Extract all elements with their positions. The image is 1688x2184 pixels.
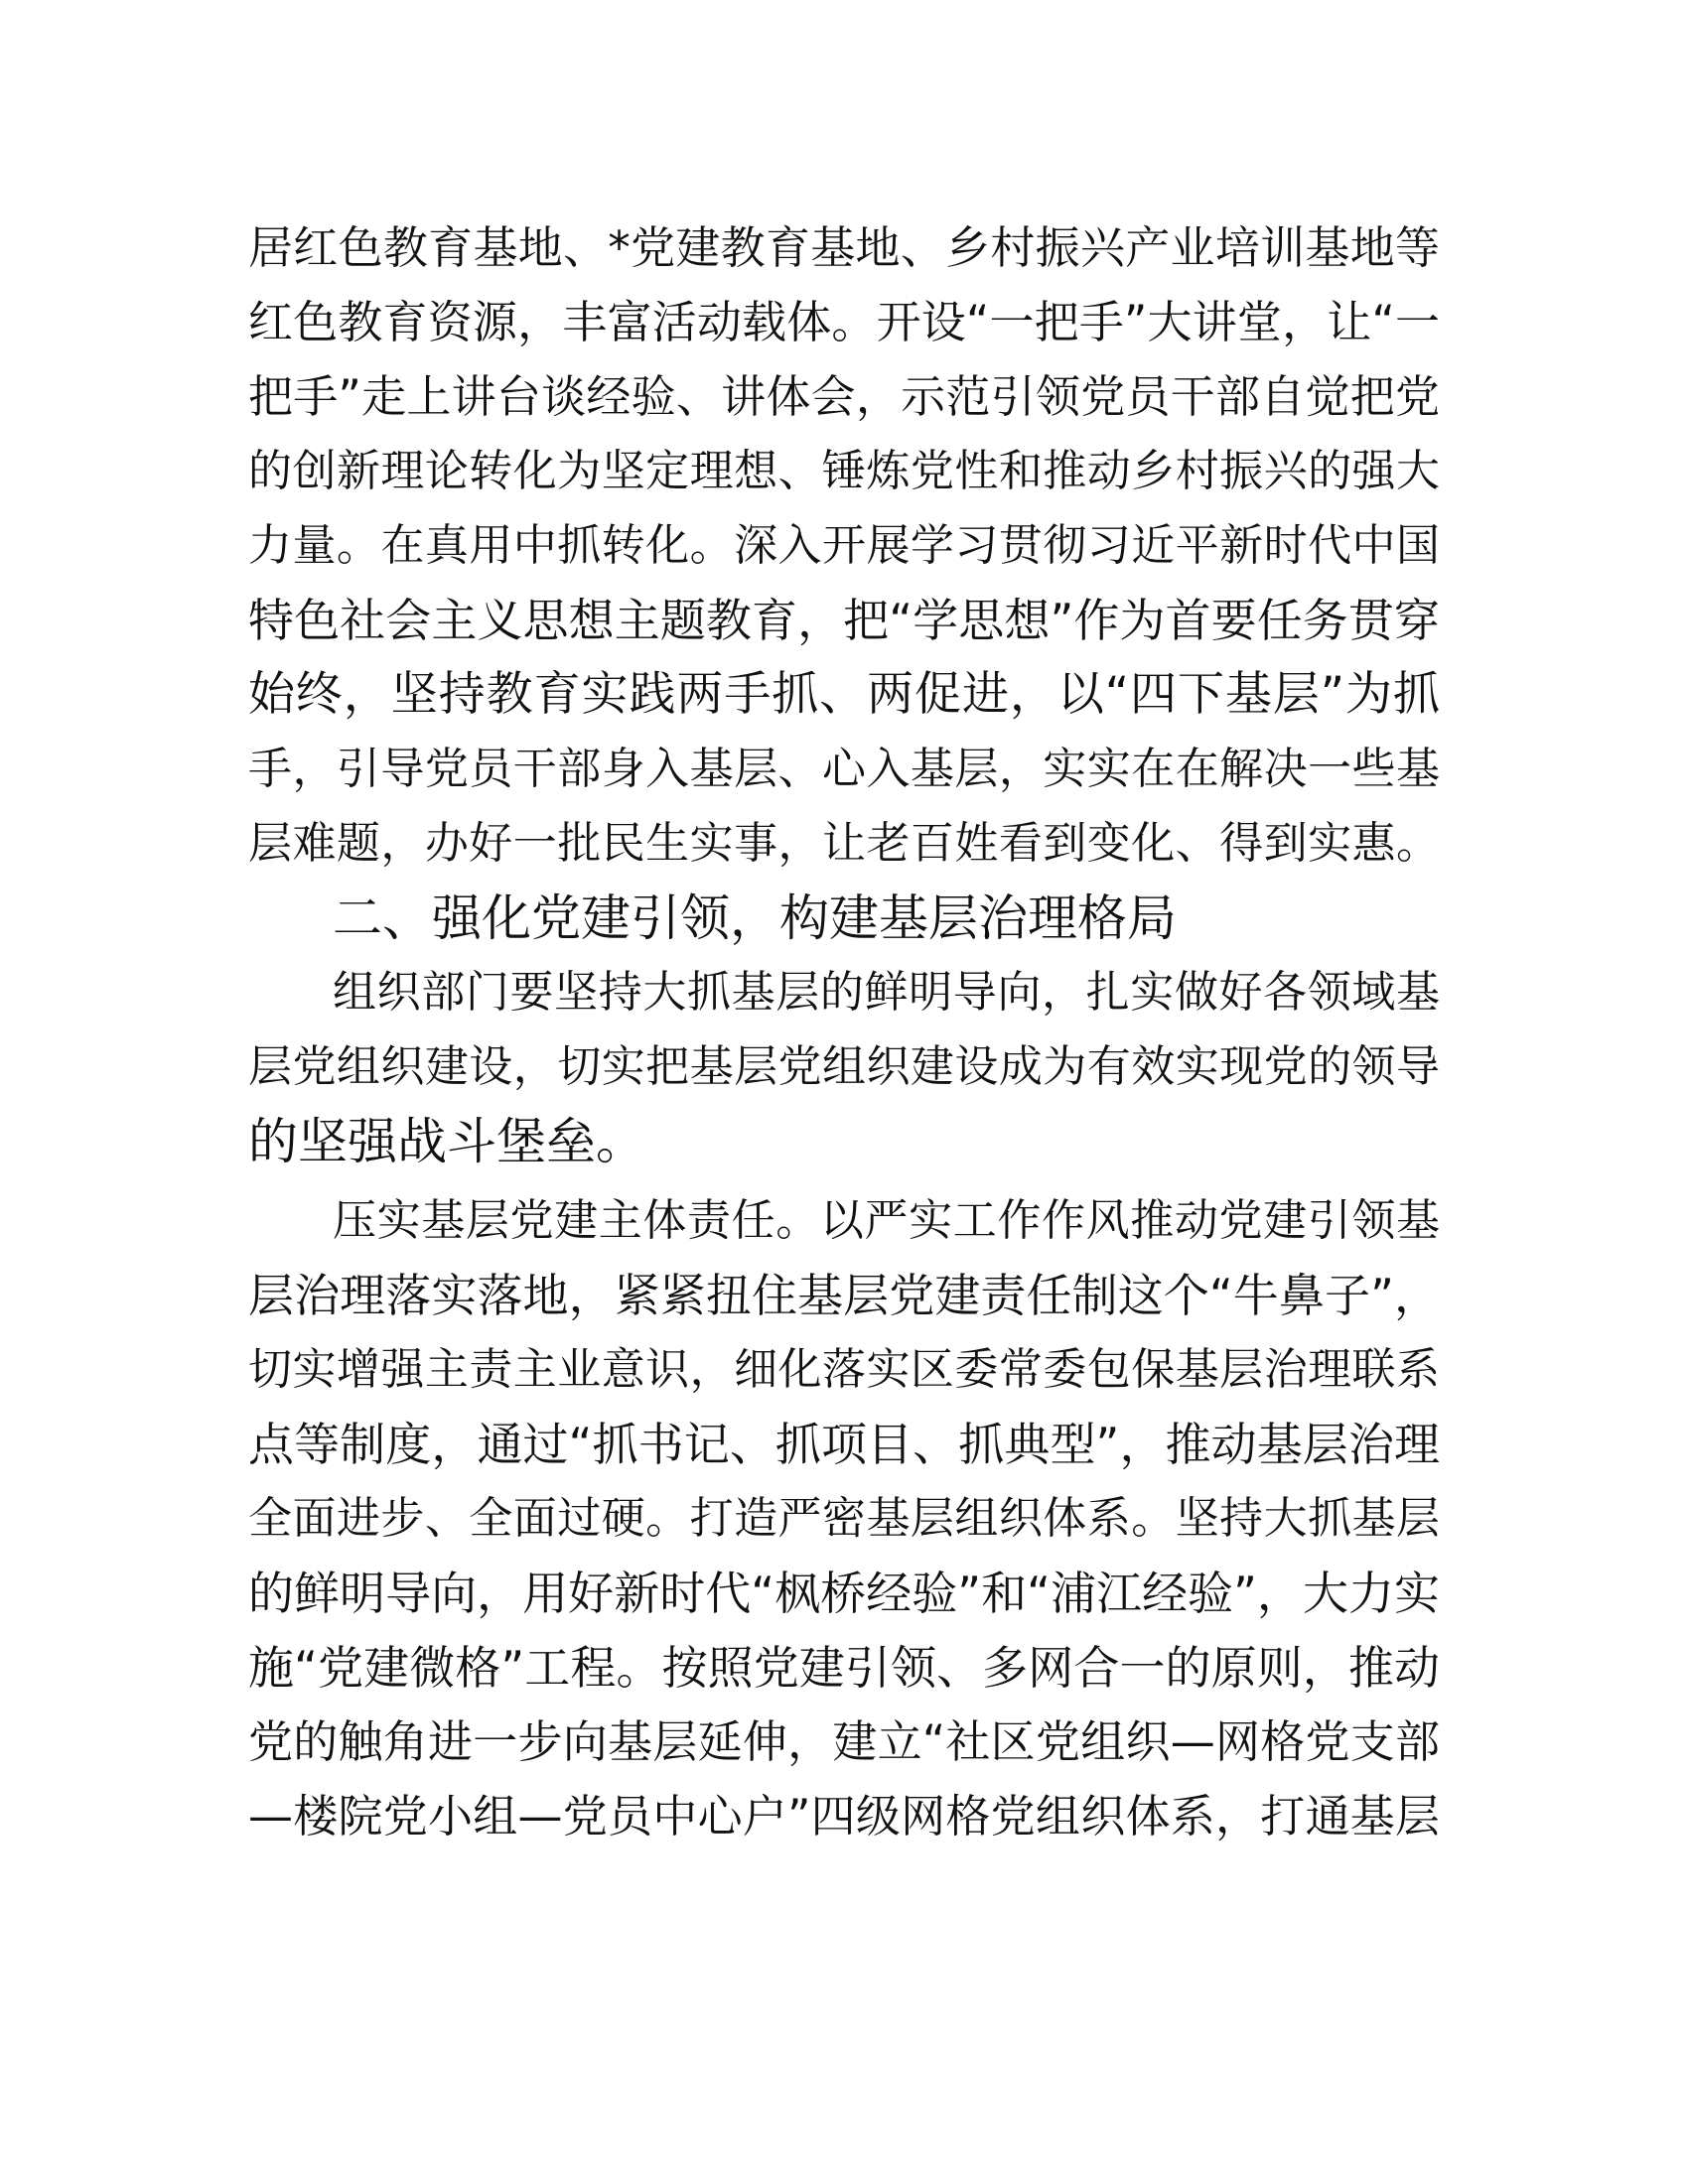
body-text-line: 的创新理论转化为坚定理想、锤炼党性和推动乡村振兴的强大: [248, 446, 1440, 496]
body-text-line: 力量。在真用中抓转化。深入开展学习贯彻习近平新时代中国: [248, 520, 1440, 571]
body-text-line: 党的触角进一步向基层延伸，建立“社区党组织—网格党支部: [248, 1715, 1440, 1768]
body-text-line: 层治理落实落地，紧紧扭住基层党建责任制这个“牛鼻子”，: [248, 1269, 1440, 1322]
body-text-line: 层难题，办好一批民生实事，让老百姓看到变化、得到实惠。: [248, 818, 1440, 869]
section-heading: 二、强化党建引领，构建基层治理格局: [333, 889, 1177, 947]
body-text-line: 施“党建微格”工程。按照党建引领、多网合一的原则，推动: [248, 1641, 1440, 1695]
body-text-line: 组织部门要坚持大抓基层的鲜明导向，扎实做好各领域基: [333, 967, 1440, 1018]
body-text-line: 的鲜明导向，用好新时代“枫桥经验”和“浦江经验”，大力实: [248, 1567, 1440, 1620]
body-text-line: 居红色教育基地、*党建教育基地、乡村振兴产业培训基地等: [248, 221, 1440, 274]
body-text-line: 特色社会主义思想主题教育，把“学思想”作为首要任务贯穿: [248, 594, 1440, 647]
body-text-line: 的坚强战斗堡垒。: [248, 1113, 645, 1170]
body-text-line: 压实基层党建主体责任。以严实工作作风推动党建引领基: [333, 1195, 1440, 1246]
body-text-line: 全面进步、全面过硬。打造严密基层组织体系。坚持大抓基层: [248, 1493, 1440, 1544]
body-text-line: 手，引导党员干部身入基层、心入基层，实实在在解决一些基: [248, 744, 1440, 794]
body-text-line: —楼院党小组—党员中心户”四级网格党组织体系，打通基层: [248, 1790, 1440, 1843]
body-text-line: 点等制度，通过“抓书记、抓项目、抓典型”，推动基层治理: [248, 1418, 1440, 1471]
body-text-line: 切实增强主责主业意识，细化落实区委常委包保基层治理联系: [248, 1344, 1440, 1395]
body-text-line: 把手”走上讲台谈经验、讲体会，示范引领党员干部自觉把党: [248, 370, 1440, 423]
body-text-line: 始终，坚持教育实践两手抓、两促进，以“四下基层”为抓: [248, 667, 1440, 722]
body-text-line: 红色教育资源，丰富活动载体。开设“一把手”大讲堂，让“一: [248, 296, 1440, 348]
body-text-line: 层党组织建设，切实把基层党组织建设成为有效实现党的领导: [248, 1041, 1440, 1092]
